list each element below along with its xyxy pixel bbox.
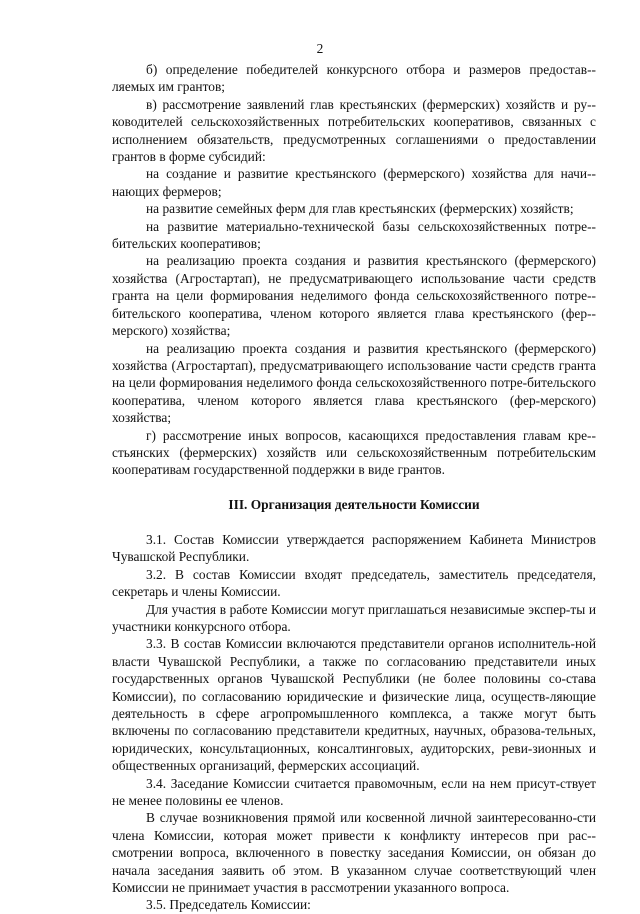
paragraph: В случае возникновения прямой или косвенной личной заинтересованно-сти члена Комиссии, которая может привести к конфликту интересов при рас-смотрении вопроса, включенного в повестку заседания Комиссии, он обязан до начала заседания заявить об этом. В указанном случае соответствующий член Комиссии не принимает участия в рассмотрении указанного вопроса.: [112, 810, 596, 896]
paragraph: 3.4. Заседание Комиссии считается правомочным, если на нем присут-ствует не менее половины ее членов.: [112, 775, 596, 809]
paragraph: Для участия в работе Комиссии могут приглашаться независимые экспер-ты и участники конкурсного отбора.: [112, 601, 596, 634]
paragraph: 3.2. В состав Комиссии входят председатель, заместитель председателя, секретарь и члены Комиссии.: [112, 566, 596, 600]
paragraph: на создание и развитие крестьянского (фермерского) хозяйства для начи-нающих фермеров;: [112, 166, 596, 199]
paragraph: г) рассмотрение иных вопросов, касающихся предоставления главам кре-стьянских (фермерских) хозяйств или сельскохозяйственным потребительским кооперативам государственной поддержки в виде грантов.: [112, 427, 596, 478]
paragraph: на развитие материально-технической базы сельскохозяйственных потре-бительских кооперативов;: [112, 218, 596, 252]
paragraph: 3.3. В состав Комиссии включаются представители органов исполнитель-ной власти Чувашской Республики, а также по согласованию представители иных государственных органов Чувашской Республики (не более половины со-става Комиссии), по согласованию юридические и физические лица, осуществ-ляющие деятельность в сфере агропромышленного комплекса, а также могут быть включены по согласованию представители кредитных, научных, образова-тельных, юридических, консультационных, консалтинговых, аудиторских, реви-зионных и общественных организаций, фермерских ассоциаций.: [112, 636, 596, 774]
document-body: [112, 61, 596, 914]
spacer: [112, 479, 596, 496]
paragraph: на развитие семейных ферм для глав крестьянских (фермерских) хозяйств;: [146, 201, 574, 217]
paragraph: в) рассмотрение заявлений глав крестьянских (фермерских) хозяйств и ру-ководителей сельскохозяйственных потребительских кооперативов, связанных с исполнением обязательств, предусмотренных соглашениями о предоставлении грантов в форме субсидий:: [112, 96, 596, 165]
spacer: [112, 514, 596, 531]
section-heading: III. Организация деятельности Комиссии: [228, 497, 480, 513]
page-number: 2: [316, 41, 324, 56]
section-iii-body: [112, 531, 596, 914]
paragraph: 3.1. Состав Комиссии утверждается распоряжением Кабинета Министров Чувашской Республики.: [112, 531, 596, 565]
section-ii-list: [112, 61, 596, 479]
paragraph: на реализацию проекта создания и развития крестьянского (фермерского) хозяйства (Агростартап), не предусматривающего использование части средств гранта на цели формирования неделимого фонда сельскохозяйственного потре-бительского кооператива, членом которого является глава крестьянского (фер-мерского) хозяйства;: [112, 253, 596, 339]
paragraph: 3.5. Председатель Комиссии:: [146, 897, 311, 913]
paragraph: на реализацию проекта создания и развития крестьянского (фермерского) хозяйства (Агростартап), предусматривающего использование части средств гранта на цели формирования неделимого фонда сельскохозяйственного потре-бительского кооператива, членом которого является глава крестьянского (фер-мерского) хозяйства;: [112, 340, 596, 426]
paragraph: б) определение победителей конкурсного отбора и размеров предостав-ляемых им грантов;: [112, 62, 596, 95]
